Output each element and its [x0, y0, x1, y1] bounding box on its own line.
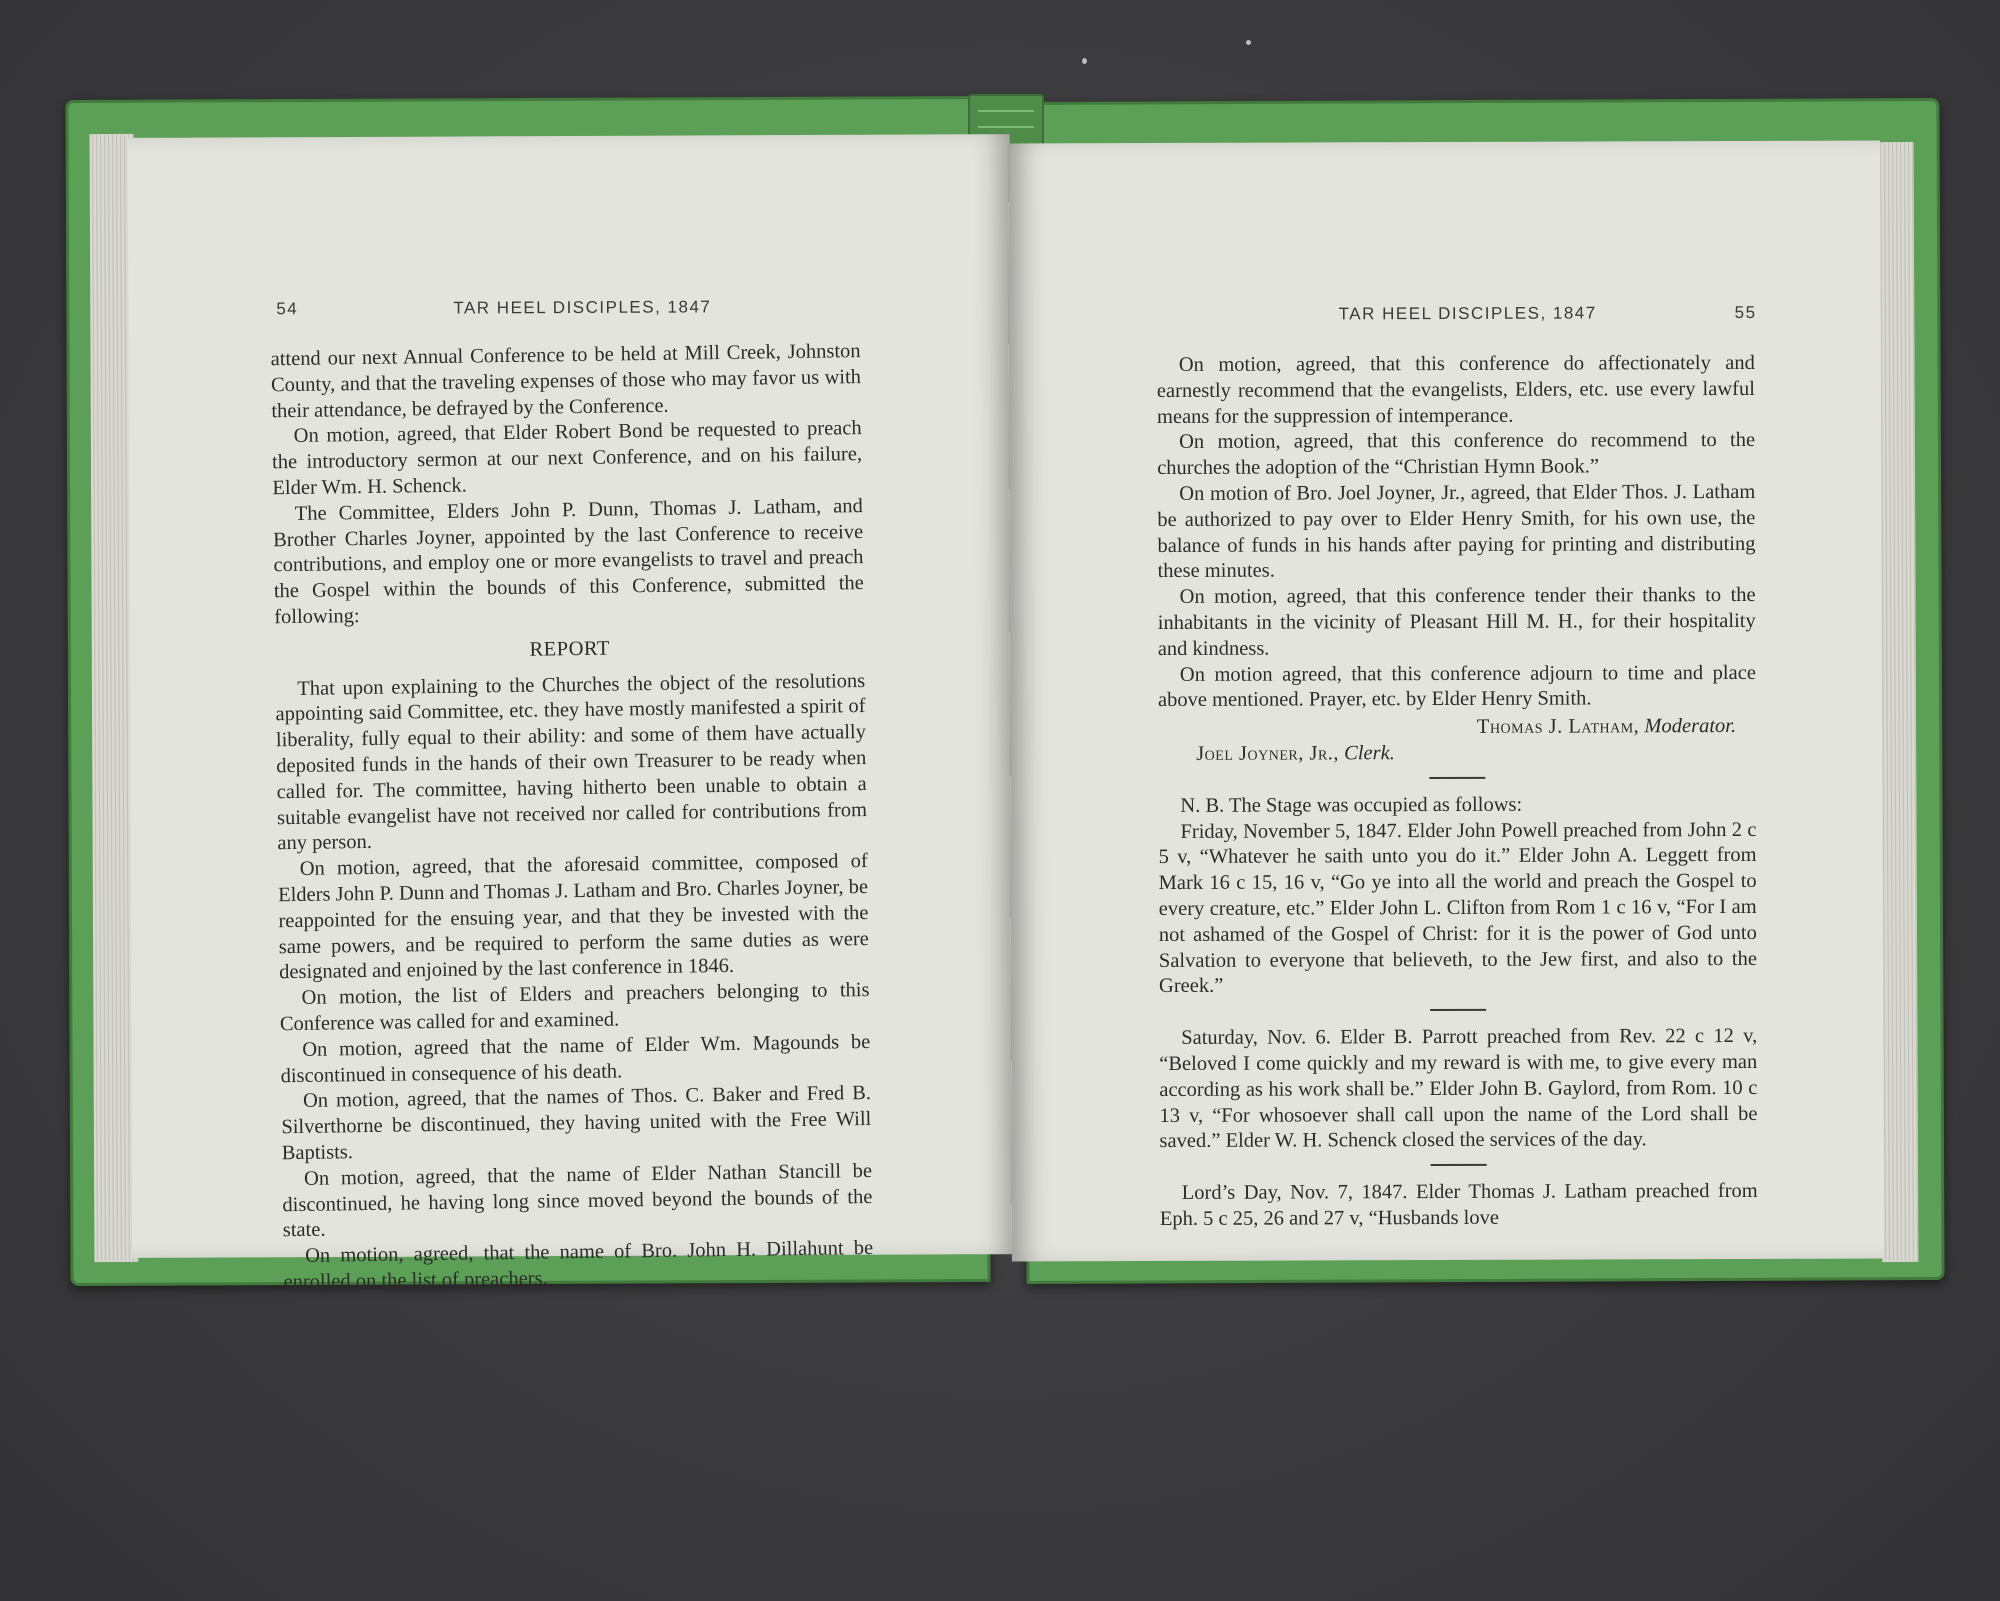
paragraph: On motion, agreed, that this conference do affectionately and earnestly recommend that the evangelists, Elders, etc. use every lawful means for the suppression of intemperance. [1156, 351, 1755, 428]
paragraph: The Committee, Elders John P. Dunn, Thomas J. Latham, and Brother Charles Joyner, appointed by the last Conference to receive contributions, and employ one or more evangelists to travel and preach the Gospel within the bounds of this Conference, submitted the following: [273, 494, 864, 629]
paragraph: On motion, agreed, that this conference do recommend to the churches the adoption of the “Christian Hymn Book.” [1157, 429, 1756, 480]
running-head-right: TAR HEEL DISCIPLES, 1847 [1338, 303, 1597, 324]
paragraph: On motion, agreed that the name of Elder Wm. Magounds be discontinued in consequence of his death. [280, 1030, 871, 1087]
section-divider [1429, 777, 1485, 779]
clerk-title: Clerk. [1344, 742, 1395, 765]
clerk-name: Joel Joyner, Jr., [1196, 742, 1340, 765]
section-divider [1430, 1009, 1486, 1011]
paragraph: On motion of Bro. Joel Joyner, Jr., agreed, that Elder Thos. J. Latham be authorized to pay over to Elder Henry Smith, for his own use, the balance of funds in his hands after paying for printing and distributing these minutes. [1157, 480, 1756, 583]
section-divider [1431, 1164, 1487, 1166]
page-number-right: 55 [1734, 302, 1757, 322]
paragraph: attend our next Annual Conference to be held at Mill Creek, Johnston County, and that the traveling expenses of those who may favor us with their attendance, be defrayed by the Conference. [270, 340, 862, 422]
paragraph: On motion, agreed, that the aforesaid committee, composed of Elders John P. Dunn and Thomas J. Latham and Bro. Charles Joyner, be reappointed for the ensuing year, and that they be invested with the same powers, and be required to perform the same duties as were designated and enjoined by the last conference in 1846. [277, 850, 869, 984]
page-edges-right [1878, 142, 1919, 1262]
dust-speck [1082, 58, 1087, 64]
paragraph: That upon explaining to the Churches the object of the resolutions appointing said Committee, etc. they have mostly manifested a spirit of liberality, fully equal to their ability: and some of them have actually deposited funds in the hands of their own Treasurer to be ready when called for. The committee, having hitherto been unable to obtain a suitable evangelist have not received nor called for contributions from any person. [275, 669, 868, 855]
paragraph: N. B. The Stage was occupied as follows: [1180, 793, 1523, 817]
clerk-signature [1158, 740, 1756, 768]
paragraph: Saturday, Nov. 6. Elder B. Parrott preached from Rev. 22 c 12 v, “Beloved I come quickly and my reward is with me, to give every man according as his work shall be.” Elder John B. Gaylord, from Rom. 10 c 13 v, “For whosoever shall call upon the name of the Lord shall be saved.” Elder W. H. Schenck closed the services of the day. [1159, 1025, 1758, 1153]
running-head-left: TAR HEEL DISCIPLES, 1847 [453, 297, 712, 318]
paragraph: On motion, agreed, that Elder Robert Bond be requested to preach the introductory sermon at our next Conference, and on his failure, Elder Wm. H. Schenck. [271, 417, 863, 500]
moderator-name: Thomas J. Latham, [1476, 715, 1640, 739]
paragraph: On motion, the list of Elders and preachers belonging to this Conference was called for and examined. [279, 979, 870, 1036]
paragraph: On motion, agreed, that this conference tender their thanks to the inhabitants in the vicinity of Pleasant Hill M. H., for their hospitality and kindness. [1157, 584, 1756, 660]
paragraph: On motion, agreed, that the name of Bro. John H. Dillahunt be enrolled on the list of preachers. [283, 1237, 874, 1294]
right-page-body [1157, 351, 1758, 1233]
report-heading: REPORT [529, 637, 611, 661]
paragraph: Friday, November 5, 1847. Elder John Powell preached from John 2 c 5 v, “Whatever he saith unto you do it.” Elder John A. Leggett from Mark 16 c 15, 16 v, “Go ye into all the world and preach the Gospel to every creature, etc.” Elder John L. Clifton from Rom 1 c 16 v, “For I am not ashamed of the Gospel of Christ: for it is the power of God unto Salvation to everyone that believeth, to the Jew first, and also to the Greek.” [1158, 818, 1757, 998]
dust-speck [1246, 40, 1251, 45]
right-page [1008, 140, 1884, 1261]
page-number-left: 54 [276, 299, 299, 319]
paragraph: Lord’s Day, Nov. 7, 1847. Elder Thomas J. Latham preached from Eph. 5 c 25, 26 and 27 v, “Husbands love [1159, 1180, 1758, 1230]
paragraph: On motion agreed, that this conference adjourn to time and place above mentioned. Prayer, etc. by Elder Henry Smith. [1157, 661, 1756, 712]
paragraph: On motion, agreed, that the names of Thos. C. Baker and Fred B. Silverthorne be discontinued, they having united with the Free Will Baptists. [281, 1082, 872, 1165]
left-page-body [270, 339, 873, 1296]
left-page [128, 134, 1015, 1294]
moderator-title: Moderator. [1644, 715, 1737, 738]
moderator-signature [1158, 714, 1756, 742]
paragraph: On motion, agreed, that the name of Elder Nathan Stancill be discontinued, he having long since moved beyond the bounds of the state. [282, 1159, 873, 1242]
